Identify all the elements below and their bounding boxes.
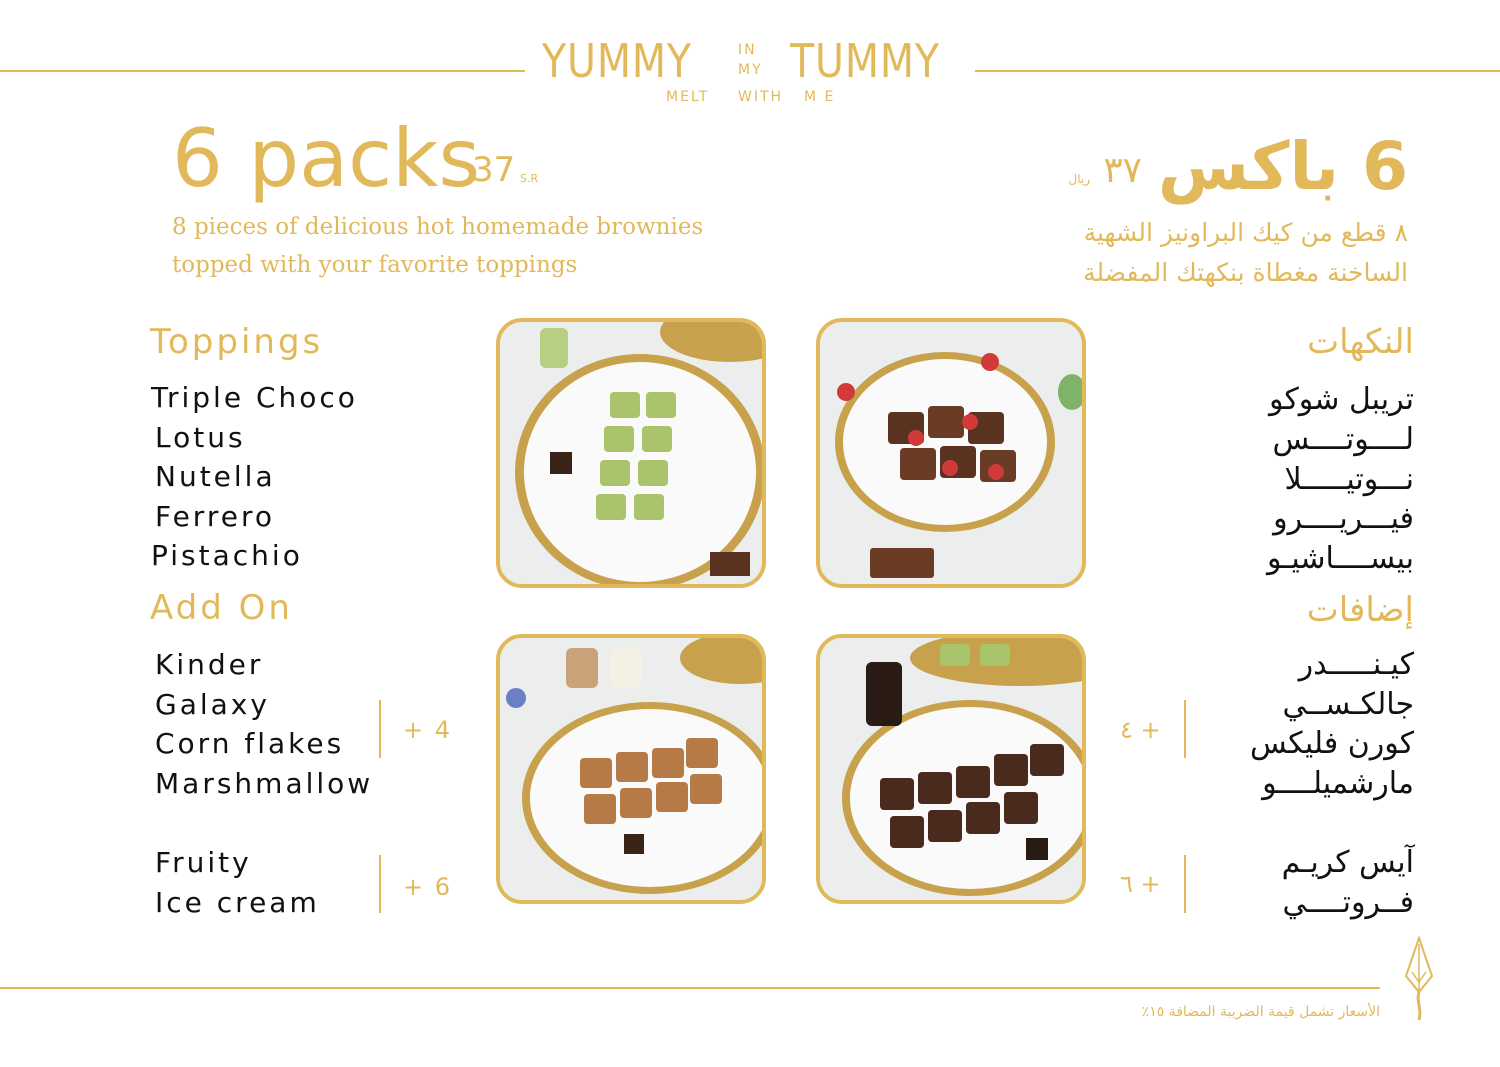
brand-word-tummy: TUMMY (790, 34, 940, 88)
addon-item-en: Fruity (155, 846, 252, 879)
pen-nib-icon (1404, 936, 1434, 1022)
footer-rule (0, 987, 1380, 989)
addon-group1-price-en: + 4 (403, 716, 453, 744)
topping-item-en: Lotus (155, 421, 246, 454)
topping-item-en: Pistachio (151, 539, 303, 572)
addon-item-en: Corn flakes (155, 727, 345, 760)
brand-word-yummy: YUMMY (542, 34, 692, 88)
topping-item-ar: تريبل شوكو (1269, 382, 1414, 417)
brand-my: MY (738, 62, 763, 78)
description-ar-line1: ٨ قطع من كيك البراونيز الشهية (1083, 218, 1408, 247)
addon-item-ar: آيس كريـم (1281, 845, 1414, 880)
brand-tag-melt: MELT (666, 89, 710, 105)
addon-group1-price-ar: + ٤ (1120, 716, 1161, 744)
addon-group2-price-en: + 6 (403, 873, 453, 901)
addon-item-ar: مارشميلــــو (1262, 766, 1414, 801)
description-en-line2: topped with your favorite toppings (172, 252, 578, 278)
page-title-en: 6 packs (172, 112, 481, 205)
addon-heading-ar: إضافات (1306, 590, 1414, 630)
addon-group2-divider-ar (1184, 855, 1186, 913)
addon-heading-en: Add On (150, 588, 293, 628)
header-rule-left (0, 70, 525, 72)
header-rule-right (975, 70, 1500, 72)
toppings-heading-ar: النكهات (1307, 322, 1414, 362)
marble-brownies-photo (816, 634, 1086, 904)
pistachio-brownies-photo (496, 318, 766, 588)
addon-group1-divider-ar (1184, 700, 1186, 758)
addon-item-ar: جالكـســي (1282, 687, 1414, 722)
strawberry-brownies-photo (816, 318, 1086, 588)
lotus-brownies-photo (496, 634, 766, 904)
addon-item-en: Kinder (155, 648, 264, 681)
topping-item-ar: لــــوتــــس (1272, 422, 1414, 457)
price-en: 37 (472, 150, 516, 190)
brand-tag-me: M E (804, 89, 836, 105)
topping-item-en: Ferrero (155, 500, 275, 533)
addon-item-en: Marshmallow (155, 767, 374, 800)
topping-item-en: Nutella (155, 460, 276, 493)
addon-item-ar: كيـنـــــدر (1298, 647, 1414, 682)
description-ar-line2: الساخنة مغطاة بنكهتك المفضلة (1083, 258, 1408, 287)
page-title-ar: 6 باكس (1157, 128, 1408, 205)
brand-tag-with: WITH (738, 89, 784, 105)
footer-vat-note: الأسعار تشمل قيمة الضريبة المضافة ١٥٪ (1141, 1004, 1380, 1020)
topping-item-en: Triple Choco (151, 381, 358, 414)
currency-ar: ريال (1068, 172, 1090, 186)
description-en-line1: 8 pieces of delicious hot homemade brownies (172, 214, 704, 240)
toppings-heading-en: Toppings (150, 322, 324, 362)
addon-item-en: Galaxy (155, 688, 270, 721)
addon-group2-divider-en (379, 855, 381, 913)
addon-group2-price-ar: + ٦ (1120, 870, 1161, 898)
addon-item-ar: فــروتــــي (1282, 885, 1414, 920)
price-ar: ٣٧ (1103, 150, 1142, 191)
brand-in: IN (738, 42, 757, 58)
currency-en: S.R (520, 172, 539, 185)
topping-item-ar: بيســــاشيـو (1267, 541, 1414, 576)
topping-item-ar: نـــوتيـــــلا (1284, 462, 1414, 497)
topping-item-ar: فيـــريــــرو (1273, 501, 1414, 536)
addon-group1-divider-en (379, 700, 381, 758)
addon-item-ar: كورن فليكس (1250, 726, 1414, 761)
addon-item-en: Ice cream (155, 886, 320, 919)
